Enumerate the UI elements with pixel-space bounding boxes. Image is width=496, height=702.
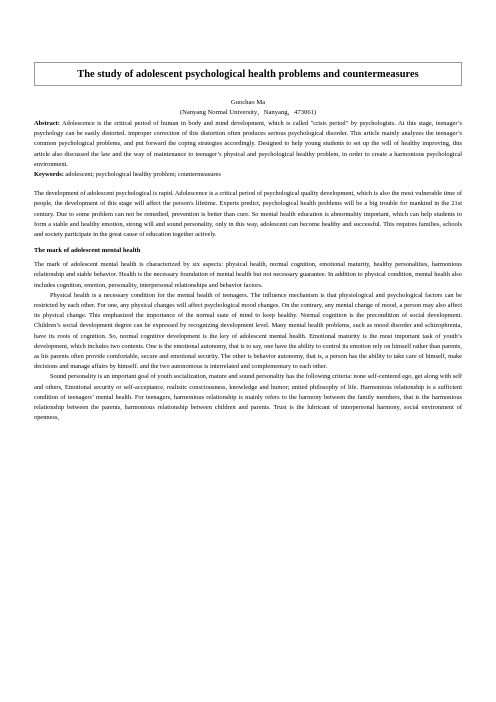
abstract-label: Abstract:: [34, 120, 60, 127]
keywords-label: Keywords:: [34, 171, 64, 179]
body-paragraph: Physical health is a necessary condition for the mental health of teenagers. The influence mechanism is that physiological and psychological factors can be restricted by each other. For one, any physical changes will affect psychological mood changes. On the contrary, any mental change of mood, a person may also affect its physical change. This emphasized the importance of the normal state of mind to keep healthy. Normal cognition is the precondition of social development. Children’s social development degree can be expressed by recognizing development level. Many mental health problems, such as mood disorder and schizophrenia, have its roots of cognition. So, normal cognitive development is the key of adolescent mental health. Emotional maturity is the most important task of youth’s development, which includes two contents. One is the emotional autonomy, that is to say, one have the ability to control its emotion rely on himself rather than parents, as his parents often provide comfortable, secure and emotional security. The other is behavior autonomy, that is, a person has the ability to take care of himself, make decisions and manage affairs by himself. and the two autonomous is interrelated and complementary to each other.: [34, 291, 462, 371]
paper-title: The study of adolescent psychological health problems and countermeasures: [34, 62, 462, 86]
keywords-text: adolescent; psychological healthy problem; countermeasures: [63, 171, 221, 179]
abstract-text: Adolescence is the critical period of human in body and mind development, which is called "crisis period" by psychologists. At this stage, teenager’s psychology can be easily distorted. improper correction of this distortion often produces serious psychological disorder. This article mainly analyzes the teenager’s common psychological problems, and put forward the coping strategies accordingly. Designed to help young students to set up the will of healthy improving, this article also discussed the law and the way of maintenance to teenager’s physical and psychological healthy problem, in order to create a harmonious psychological environment.: [34, 120, 462, 168]
author-affiliation: (Nanyang Normal University，Nanyang，473061): [179, 108, 317, 116]
abstract: [34, 119, 462, 170]
author-name: Guochao Ma: [230, 99, 266, 106]
section-heading: The mark of adolescent mental health: [34, 247, 141, 255]
paper-page: [34, 62, 462, 423]
keywords: [34, 170, 462, 180]
intro-paragraph: The development of adolescent psychological is rapid. Adolescence is a critical period of psychological quality development, which is also the most vulnerable time of people, the development of this stage will affect the person's lifetime. Experts predict, psychological health problems will be a big trouble for mankind in the 21st century. Due to some problem can not be remedied, prevention is better than cure. So mental health education is abnormality important, which can help students to form a stable and healthy emotion, strong will and sound personality, only in this way, adolescent can become healthy and successful. This requires families, schools and society participate in the great cause of education together actively.: [34, 190, 462, 239]
body-paragraph: Sound personality is an important goal of youth socialization, mature and sound personality has the following criteria: none self-centered ego, get along with self and others, Emotional security or self-acceptance, realistic consciousness, knowledge and humor; united philosophy of life. Harmonious relationship is a sufficient condition of teenagers’ mental health. For teenagers, harmonious relationship is mainly refers to the harmony between the family members, that is the harmonious relationship between the parents, harmonious relationship between children and parents. Trust is the lubricant of interpersonal harmony, social environment of openness,: [34, 373, 462, 422]
author-block: [34, 98, 462, 117]
body-paragraph: The mark of adolescent mental health is characterized by six aspects: physical health, normal cognition, emotional maturity, healthy personalities, harmonious relationship and stable behavior. Health is the necessary foundation of mental health but not necessary guarantee. In addition to physical condition, mental health also includes cognition, emotion, personality, interpersonal relationships and behavior factors.: [34, 261, 462, 289]
